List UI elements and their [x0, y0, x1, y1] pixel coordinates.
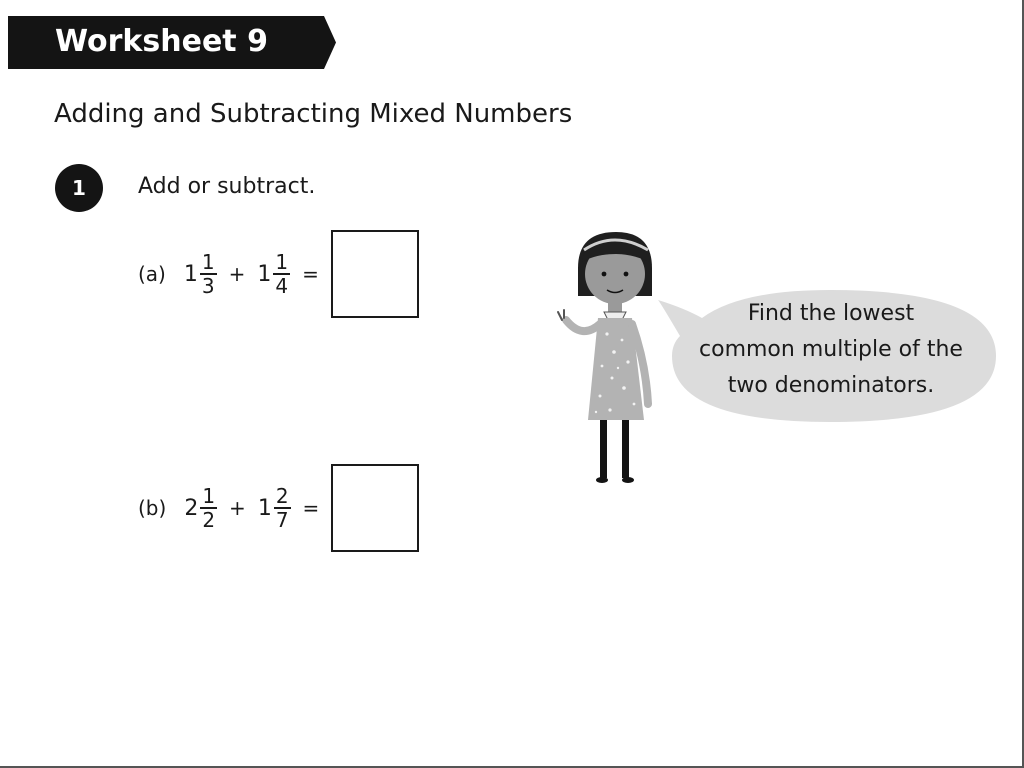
- speech-line: two denominators.: [727, 373, 935, 398]
- operator: +: [228, 262, 246, 286]
- girl-illustration: [552, 228, 662, 490]
- fraction: [200, 251, 217, 297]
- answer-box-b[interactable]: [331, 464, 419, 552]
- denominator: 3: [201, 274, 215, 298]
- fraction: [274, 485, 291, 531]
- numerator: 1: [202, 484, 216, 508]
- answer-box-a[interactable]: [331, 230, 419, 318]
- denominator: 4: [275, 274, 289, 298]
- speech-line: common multiple of the: [699, 337, 963, 362]
- worksheet-subtitle: Adding and Subtracting Mixed Numbers: [54, 99, 573, 129]
- problem-label: (b): [138, 496, 167, 520]
- equals-sign: =: [302, 496, 320, 520]
- whole-number: 1: [257, 261, 272, 287]
- question-instruction: Add or subtract.: [138, 174, 316, 199]
- equals-sign: =: [302, 262, 319, 286]
- problem-a: [138, 230, 419, 318]
- denominator: 7: [275, 508, 289, 532]
- operator: +: [229, 496, 246, 520]
- numerator: 2: [275, 484, 289, 508]
- worksheet-title: Worksheet 9: [55, 24, 268, 59]
- numerator: 1: [275, 250, 289, 274]
- fraction: [273, 251, 290, 297]
- fraction: [200, 485, 217, 531]
- question-number-badge: 1: [55, 164, 103, 212]
- speech-bubble-text: [668, 296, 994, 404]
- whole-number: 1: [183, 261, 198, 287]
- denominator: 2: [202, 508, 216, 532]
- speech-line: Find the lowest: [747, 301, 915, 326]
- whole-number: 2: [184, 495, 199, 521]
- numerator: 1: [201, 250, 215, 274]
- problem-b: [138, 464, 419, 552]
- whole-number: 1: [257, 495, 272, 521]
- problem-label: (a): [138, 262, 166, 286]
